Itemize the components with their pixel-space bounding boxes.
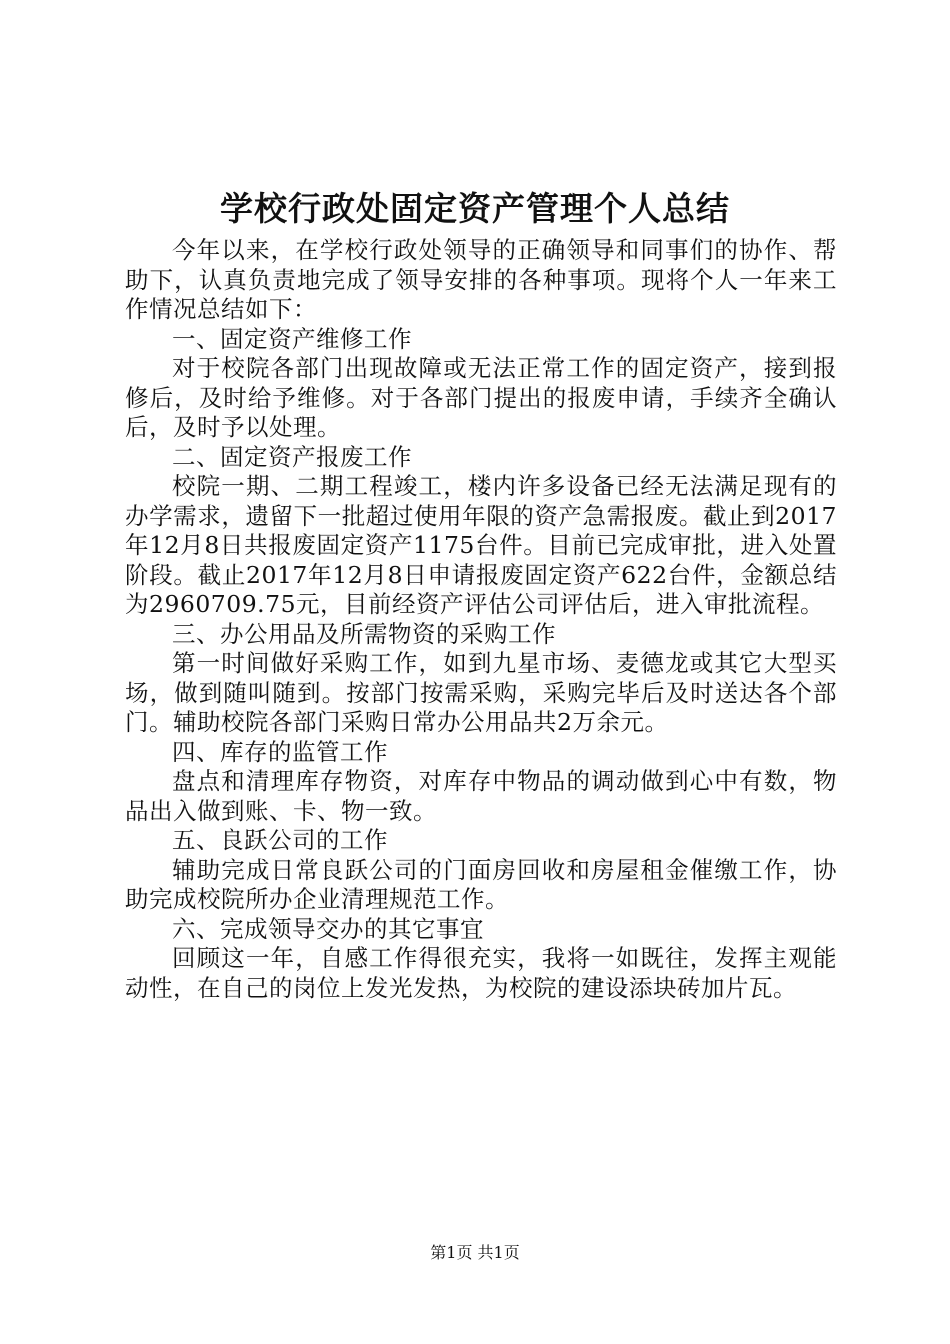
page-footer: 第1页 共1页 [430,1243,520,1262]
intro-paragraph: 今年以来，在学校行政处领导的正确领导和同事们的协作、帮助下，认真负责地完成了领导安排的各种事项。现将个人一年来工作情况总结如下： [125,236,837,323]
section-heading-3: 三、办公用品及所需物资的采购工作 [172,619,556,648]
document-title: 学校行政处固定资产管理个人总结 [220,189,730,228]
section-paragraph-5: 辅助完成日常良跃公司的门面房回收和房屋租金催缴工作，协助完成校院所办企业清理规范工作。 [125,855,837,913]
document-body [125,236,837,1003]
section-paragraph-4: 盘点和清理库存物资，对库存中物品的调动做到心中有数，物品出入做到账、卡、物一致。 [125,767,837,825]
section-paragraph-1: 对于校院各部门出现故障或无法正常工作的固定资产，接到报修后，及时给予维修。对于各部门提出的报废申请，手续齐全确认后，及时予以处理。 [125,354,837,441]
section-heading-1: 一、固定资产维修工作 [172,324,412,353]
section-paragraph-2: 校院一期、二期工程竣工，楼内许多设备已经无法满足现有的办学需求，遗留下一批超过使用年限的资产急需报废。截止到2017年12月8日共报废固定资产1175台件。目前已完成审批，进入处置阶段。截止2017年12月8日申请报废固定资产622台件，金额总结为2960709.75元，目前经资产评估公司评估后，进入审批流程。 [125,472,837,618]
section-heading-2: 二、固定资产报废工作 [172,442,412,471]
section-heading-4: 四、库存的监管工作 [172,737,388,766]
section-paragraph-3: 第一时间做好采购工作，如到九星市场、麦德龙或其它大型买场，做到随叫随到。按部门按需采购，采购完毕后及时送达各个部门。辅助校院各部门采购日常办公用品共2万余元。 [125,649,837,736]
section-heading-5: 五、良跃公司的工作 [172,826,388,854]
section-heading-6: 六、完成领导交办的其它事宜 [172,914,484,943]
section-paragraph-6: 回顾这一年，自感工作得很充实，我将一如既往，发挥主观能动性，在自己的岗位上发光发热，为校院的建设添块砖加片瓦。 [125,944,837,1002]
